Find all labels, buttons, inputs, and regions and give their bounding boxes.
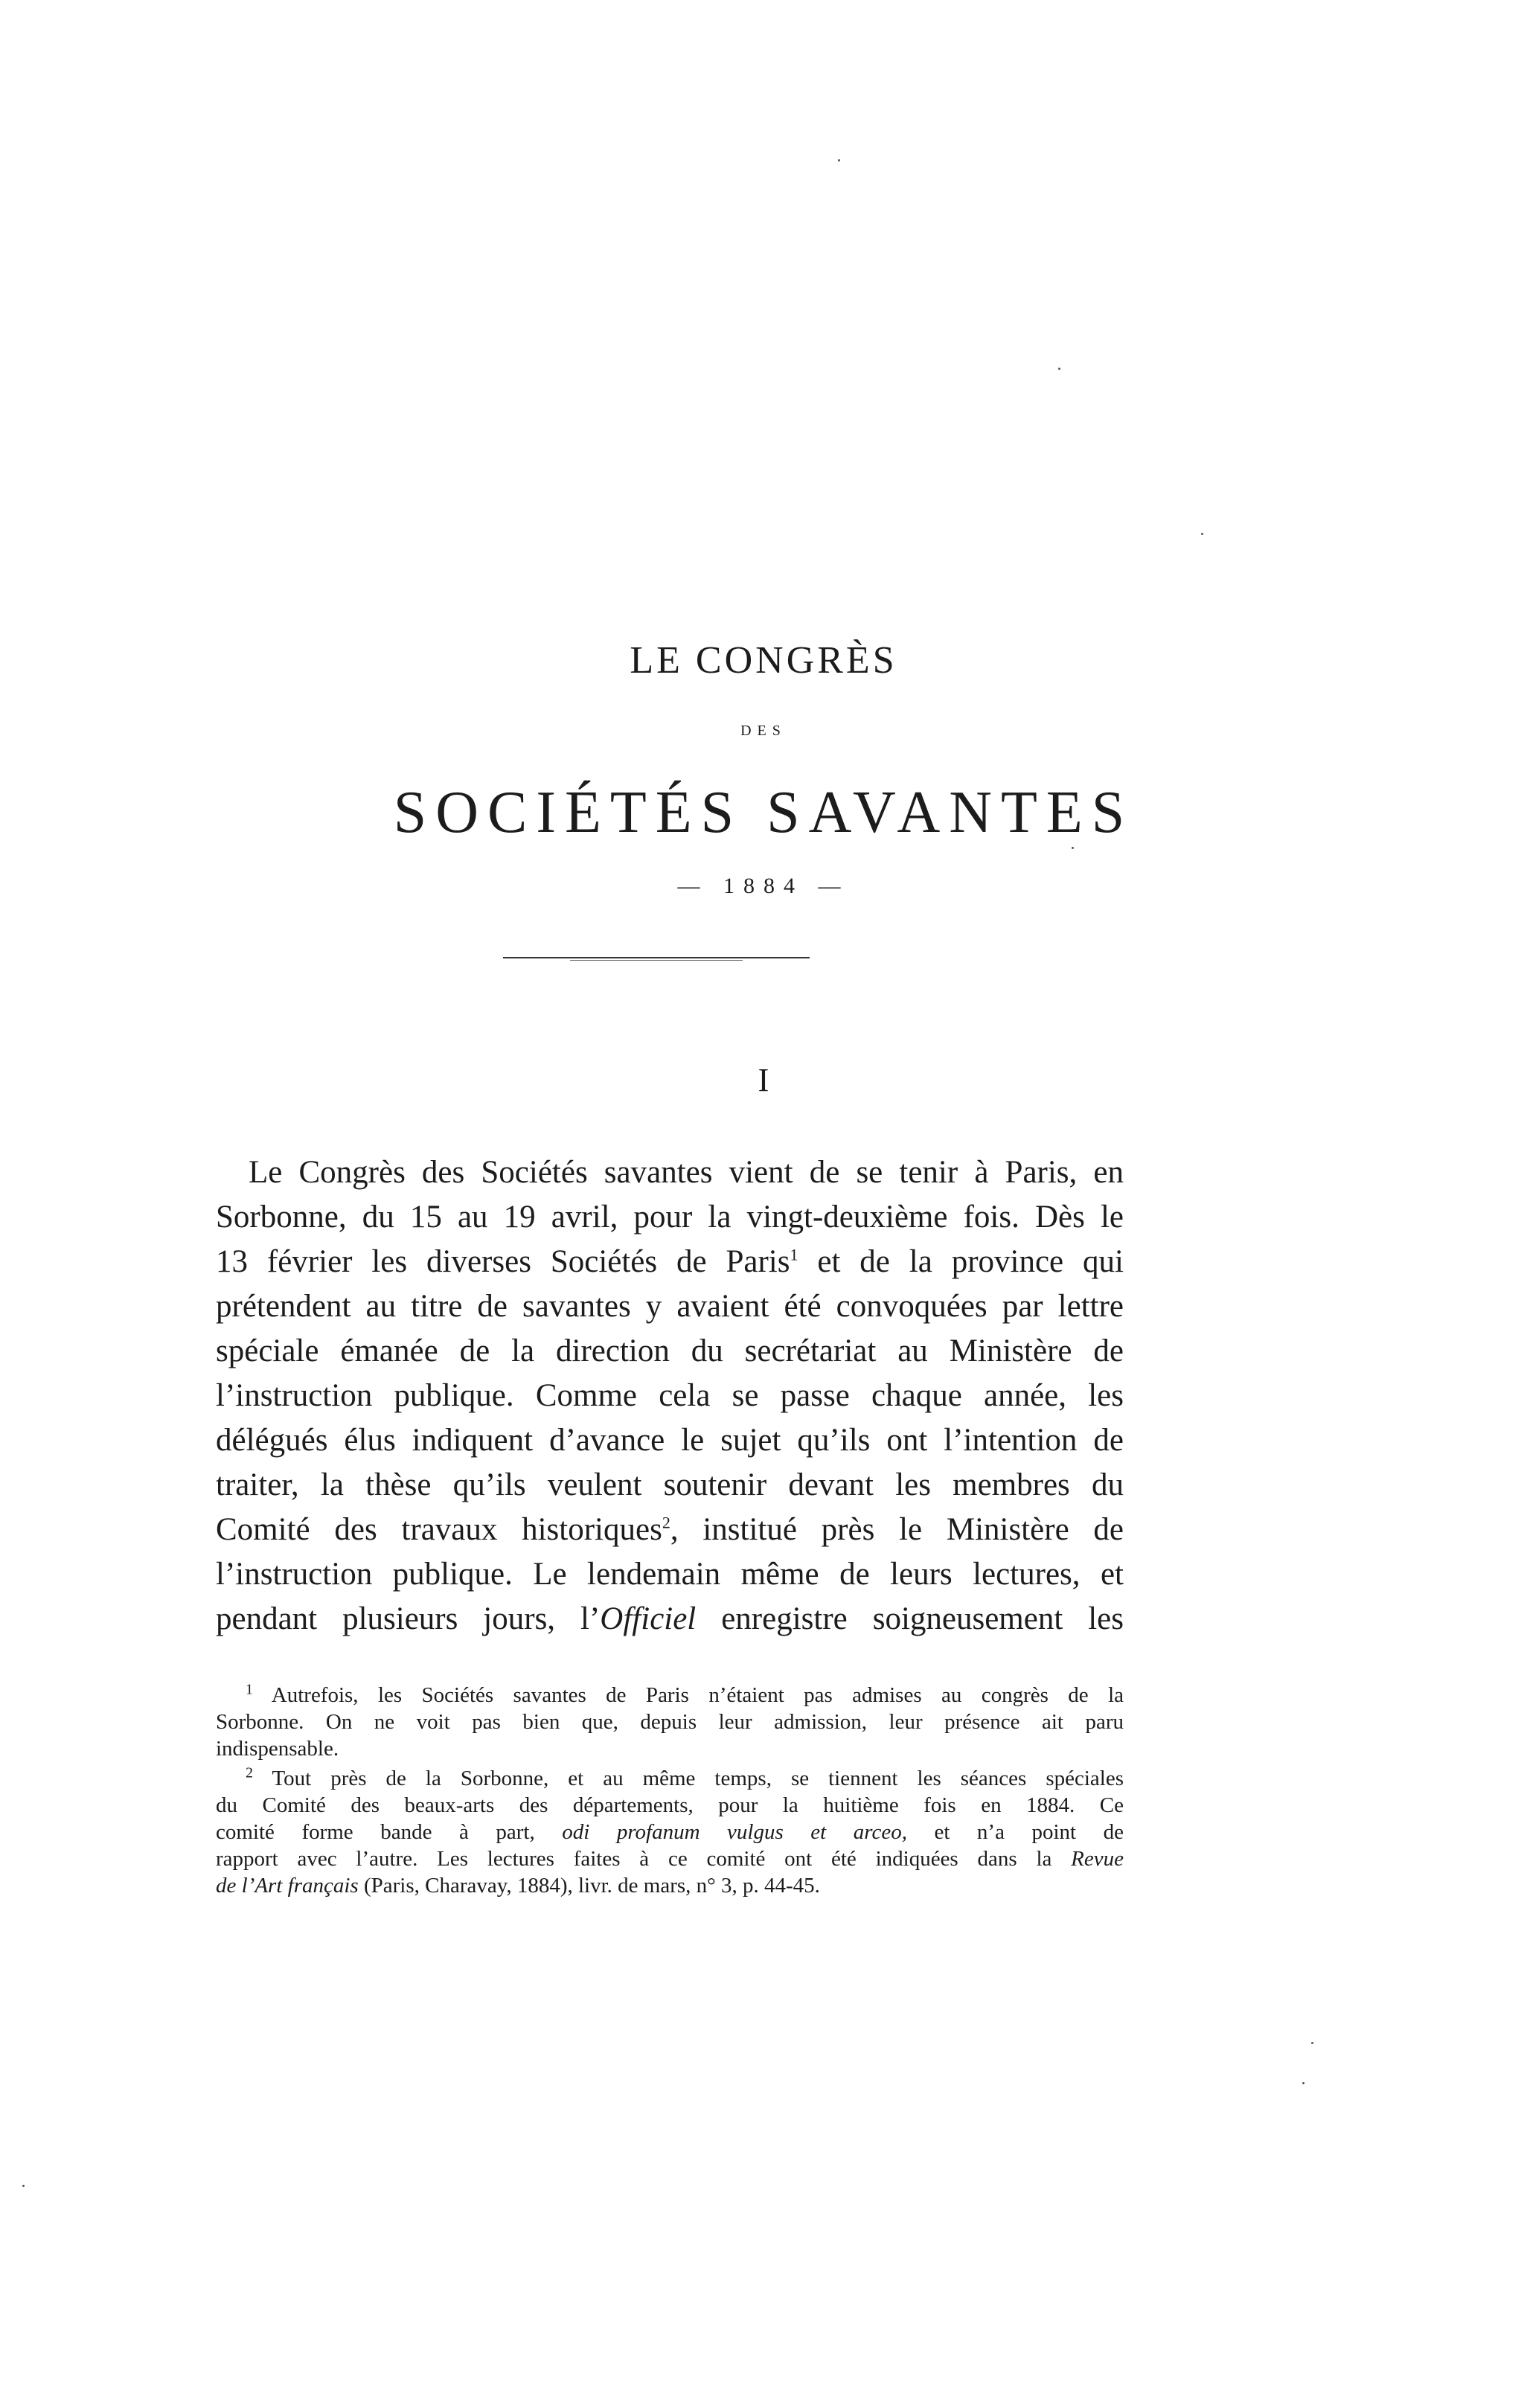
latin-quote: odi profanum vulgus et arceo, [562, 1820, 907, 1844]
footnote-2-part: rapport avec l’autre. Les lectures faites à ce comité ont été indiquées dans la [216, 1847, 1072, 1871]
body-line [216, 1597, 1124, 1642]
footnote-1-text: Autrefois, les Sociétés savantes de Paris n’étaient pas admises au congrès de la [271, 1683, 1124, 1707]
body-line: prétendent au titre de savantes y avaient été convoquées par lettre [216, 1289, 1124, 1324]
body-line-part: enregistre soigneusement les [696, 1601, 1124, 1636]
body-line: spéciale émanée de la direction du secrétariat au Ministère de [216, 1333, 1124, 1368]
footnotes [216, 1682, 1124, 1899]
journal-title-art-francais: de l’Art français [216, 1874, 359, 1898]
body-line [216, 1240, 1124, 1284]
scan-speck [1302, 2082, 1304, 2084]
footnote-2-mark: 2 [246, 1764, 253, 1781]
section-number: I [758, 1062, 769, 1098]
body-line-part: pendant plusieurs jours, l’ [216, 1601, 601, 1636]
body-line: Sorbonne, du 15 au 19 avril, pour la vingt-deuxième fois. Dès le [216, 1200, 1124, 1235]
body-line [216, 1508, 1124, 1552]
title-divider-rule [503, 957, 810, 958]
footnote-1-line: indispensable. [216, 1737, 339, 1761]
body-line-part: Comité des travaux historiques [216, 1512, 662, 1547]
footnote-2-text: Tout près de la Sorbonne, et au même temps, se tiennent les séances spéciales [272, 1767, 1124, 1790]
footnote-2-line [216, 1872, 1124, 1899]
footnote-2-part: et n’a point de [906, 1820, 1124, 1844]
body-line: traiter, la thèse qu’ils veulent soutenir devant les membres du [216, 1467, 1124, 1502]
body-line: l’instruction publique. Comme cela se passe chaque année, les [216, 1378, 1124, 1413]
title-line-3: SOCIÉTÉS SAVANTES [393, 780, 1134, 845]
footnote-2-line [216, 1819, 1124, 1845]
footnote-2-line: du Comité des beaux-arts des départements, pour la huitième fois en 1884. Ce [216, 1793, 1124, 1817]
journal-title-revue: Revue [1071, 1847, 1124, 1871]
footnote-2-part: (Paris, Charavay, 1884), livr. de mars, n° 3, p. 44-45. [358, 1874, 820, 1898]
scan-speck [1072, 847, 1074, 849]
scan-speck [1058, 368, 1060, 370]
scan-speck [1201, 533, 1203, 535]
body-line: Le Congrès des Sociétés savantes vient de se tenir à Paris, en [249, 1155, 1124, 1190]
scan-speck [1311, 2042, 1313, 2044]
title-line-1: LE CONGRÈS [630, 639, 897, 682]
footnote-ref-1[interactable]: 1 [790, 1245, 798, 1264]
scan-speck [22, 2185, 25, 2187]
footnote-1-line [216, 1682, 1124, 1709]
title-line-2: DES [740, 723, 787, 739]
body-line: délégués élus indiquent d’avance le sujet qu’ils ont l’intention de [216, 1423, 1124, 1458]
footnote-2-part: comité forme bande à part, [216, 1820, 563, 1844]
footnote-1-mark: 1 [246, 1681, 253, 1698]
scan-speck [838, 159, 840, 161]
footnote-2-line [216, 1765, 1124, 1792]
body-line-part: et de la province qui [798, 1244, 1124, 1279]
footnote-ref-2[interactable]: 2 [662, 1513, 670, 1532]
body-line-part: 13 février les diverses Sociétés de Paris [216, 1244, 790, 1279]
title-year: — 1884 — [677, 874, 850, 898]
journal-title-officiel: Officiel [600, 1601, 697, 1636]
footnote-2-line [216, 1845, 1124, 1872]
body-line-part: , institué près le Ministère de [670, 1512, 1124, 1547]
body-line: l’instruction publique. Le lendemain même de leurs lectures, et [216, 1557, 1124, 1592]
body-paragraph [216, 1150, 1124, 1642]
footnote-1-line: Sorbonne. On ne voit pas bien que, depuis leur admission, leur présence ait paru [216, 1710, 1124, 1734]
